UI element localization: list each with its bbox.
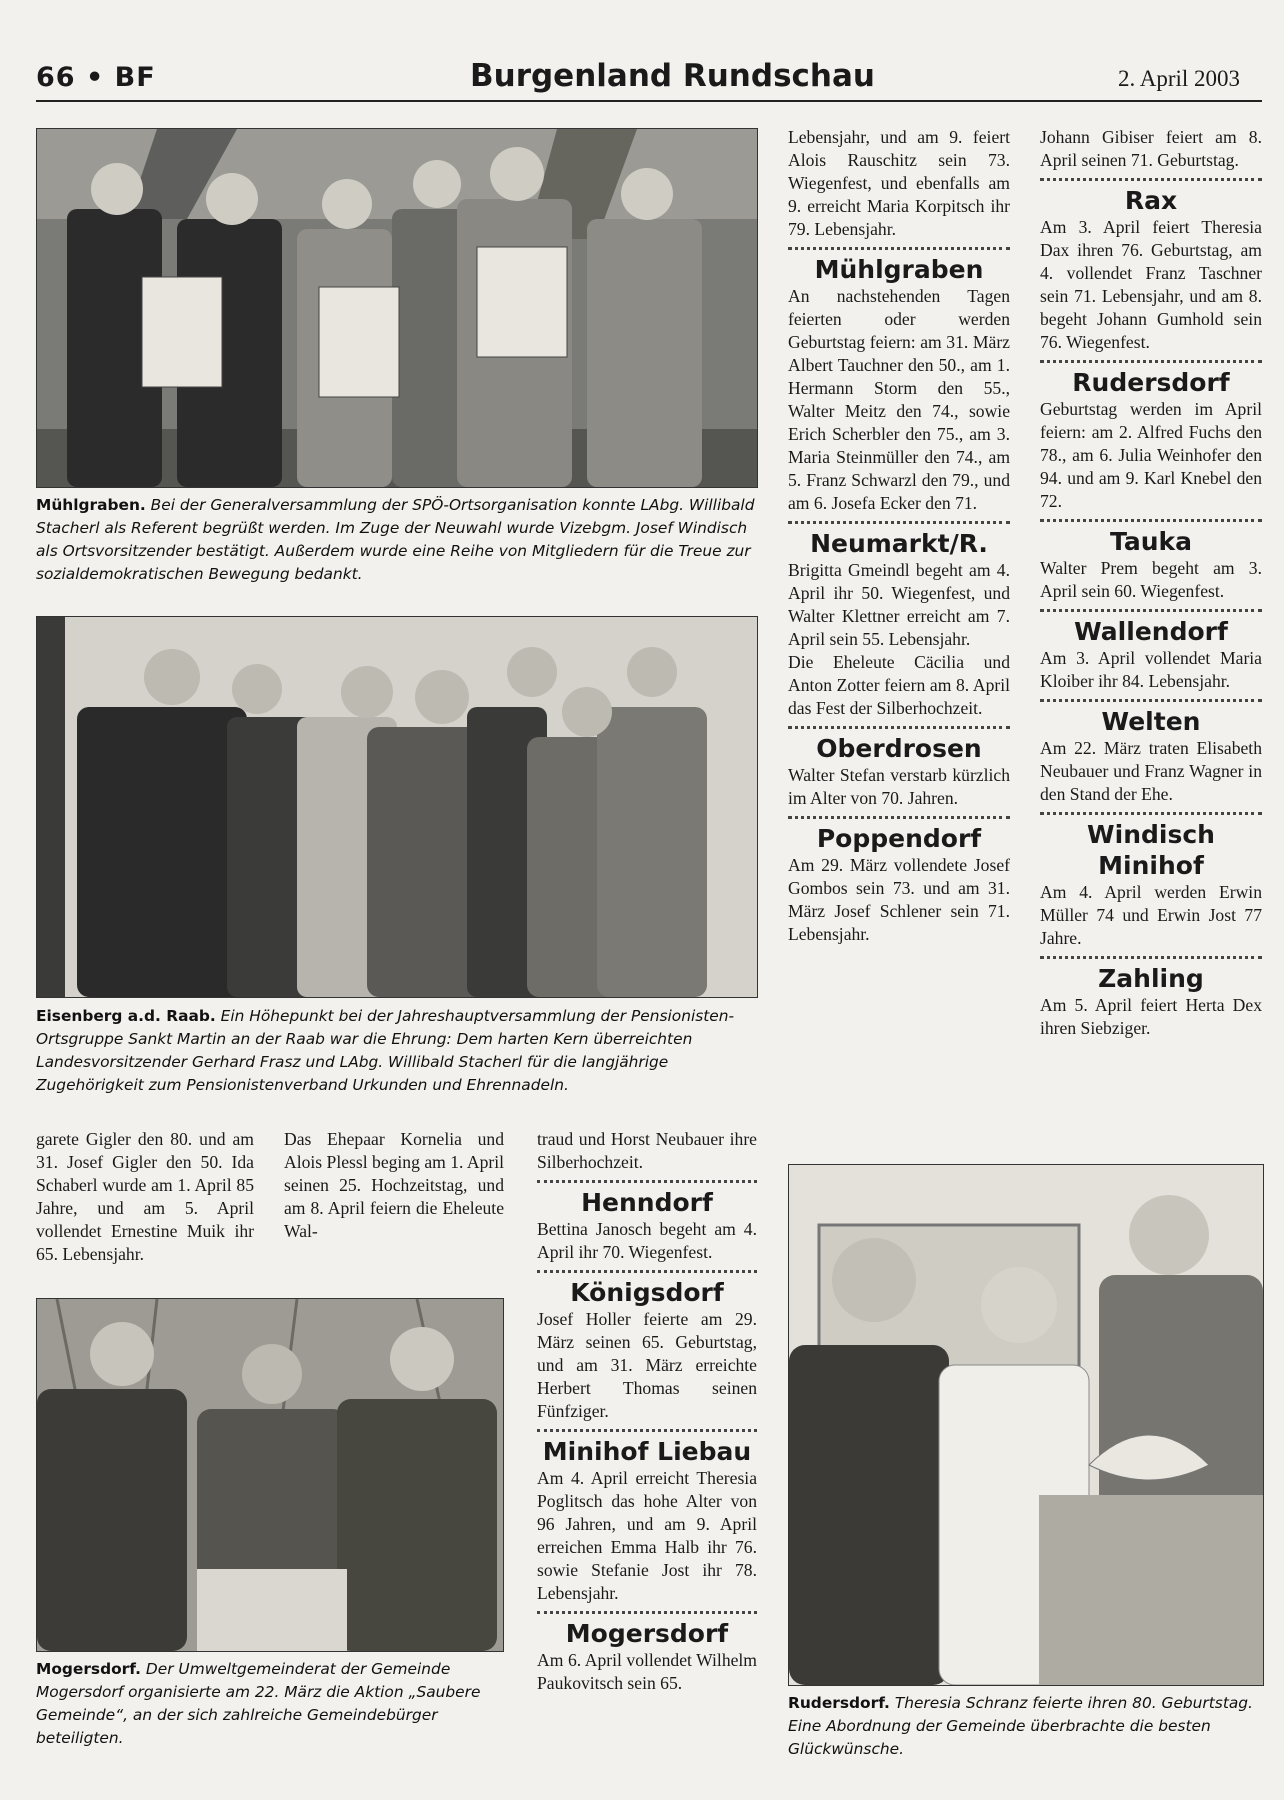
header-rule [36, 100, 1262, 102]
dotted-separator [1040, 519, 1262, 522]
text-column-4: Lebensjahr, und am 9. feiert Alois Rauschitz sein 73. Wiegenfest, und ebenfalls am 9. erreicht Maria Korpitsch ihr 79. Lebensjahr. Mühlgraben An nachstehenden Tagen feierten oder werden Geburtstag feiern: am 31. März Albert Tauchner den 50., am 1. Hermann Storm den 55., Walter Meitz den 74., sowie Erich Scherbler den 75., am 3. Maria Steinmüller den 74., am 5. Franz Schwarzl den 79., und am 6. Josefa Ecker den 71. Neumarkt/R. Brigitta Gmeindl begeht am 4. April ihr 50. Wiegenfest, und Walter Klettner erreicht am 7. April sein 55. Lebensjahr. Die Eheleute Cäcilia und Anton Zotter feiern am 8. April das Fest der Silberhochzeit. Oberdrosen Walter Stefan verstarb kürzlich im Alter von 70. Jahren. Poppendorf Am 29. März vollendete Josef Gombos sein 73. und am 31. März Josef Schlener sein 71. Lebensjahr. [788, 127, 1010, 944]
heading-neumarkt: Neumarkt/R. [810, 529, 988, 558]
text-column-3: traud und Horst Neubauer ihre Silberhochzeit. Henndorf Bettina Janosch begeht am 4. April ihr 70. Wiegenfest. Königsdorf Josef Holler feierte am 29. März seinen 65. Geburtstag, und am 31. März erreichte Herbert Thomas seinen Fünfziger. Minihof Liebau Am 4. April erreicht Theresia Poglitsch das hohe Alter von 96 Jahren, und am 9. April erreichen Emma Halb ihr 76. sowie Stefanie Jost ihr 78. Lebensjahr. Mogersdorf Am 6. April vollendet Wilhelm Paukovitsch sein 65. [537, 1129, 757, 1693]
heading-welten: Welten [1101, 707, 1201, 736]
heading-minihof-liebau: Minihof Liebau [542, 1437, 752, 1466]
page-number: 66 • BF [36, 62, 156, 93]
photo-eisenberg [36, 616, 758, 998]
heading-wallendorf: Wallendorf [1074, 617, 1228, 646]
heading-poppendorf: Poppendorf [816, 824, 982, 853]
issue-date: 2. April 2003 [1118, 66, 1241, 91]
dotted-separator [1040, 609, 1262, 612]
photo-mogersdorf [36, 1298, 504, 1652]
heading-koenigsdorf: Königsdorf [570, 1278, 724, 1307]
dotted-separator [537, 1429, 757, 1432]
heading-henndorf: Henndorf [581, 1188, 713, 1217]
dotted-separator [1040, 699, 1262, 702]
dotted-separator [1040, 956, 1262, 959]
caption-rudersdorf: Rudersdorf. Theresia Schranz feierte ihren 80. Geburtstag. Eine Abordnung der Gemeinde überbrachte die besten Glückwünsche. [788, 1694, 1253, 1758]
dotted-separator [788, 521, 1010, 524]
heading-tauka: Tauka [1110, 527, 1192, 556]
text-column-5: Johann Gibiser feiert am 8. April seinen 71. Geburtstag. Rax Am 3. April feiert Theresia Dax ihren 76. Geburtstag, am 4. vollendet Franz Taschner sein 71. Lebensjahr, und am 8. begeht Johann Gumhold sein 76. Wiegenfest. Rudersdorf Geburtstag werden im April feiern: am 2. Alfred Fuchs den 78., am 6. Julia Weinhofer den 94. und am 9. Karl Knebel den 72. Tauka Walter Prem begeht am 3. April sein 60. Wiegenfest. Wallendorf Am 3. April vollendet Maria Kloiber ihr 84. Lebensjahr. Welten Am 22. März traten Elisabeth Neubauer und Franz Wagner in den Stand der Ehe. Windisch Minihof Am 4. April werden Erwin Müller 74 und Erwin Jost 77 Jahre. Zahling Am 5. April feiert Herta Dex ihren Siebziger. [1040, 127, 1262, 1038]
dotted-separator [788, 247, 1010, 250]
dotted-separator [1040, 360, 1262, 363]
heading-rax: Rax [1124, 186, 1178, 215]
photo-muehlgraben [36, 128, 758, 488]
dotted-separator [788, 726, 1010, 729]
caption-mogersdorf: Mogersdorf. Der Umweltgemeinderat der Gemeinde Mogersdorf organisierte am 22. März die Aktion „Saubere Gemeinde“, an der sich zahlreiche Gemeindebürger beteiligten. [36, 1660, 481, 1747]
dotted-separator [537, 1611, 757, 1614]
heading-zahling: Zahling [1098, 964, 1204, 993]
dotted-separator [1040, 812, 1262, 815]
heading-windisch-minihof: Windisch Minihof [1087, 820, 1215, 880]
photo-rudersdorf [788, 1164, 1264, 1686]
heading-muehlgraben: Mühlgraben [814, 255, 984, 284]
heading-rudersdorf: Rudersdorf [1072, 368, 1230, 397]
heading-oberdrosen: Oberdrosen [816, 734, 982, 763]
caption-muehlgraben: Mühlgraben. Bei der Generalversammlung der SPÖ-Ortsorganisation konnte LAbg. Willibald Stacherl als Referent begrüßt werden. Im Zuge der Neuwahl wurde Vizebgm. Josef Windisch als Ortsvorsitzender bestätigt. Außerdem wurde eine Reihe von Mitgliedern für die Treue zur sozialdemokratischen Bewegung bedankt. [36, 496, 755, 583]
dotted-separator [537, 1180, 757, 1183]
dotted-separator [537, 1270, 757, 1273]
dotted-separator [788, 816, 1010, 819]
caption-eisenberg: Eisenberg a.d. Raab. Ein Höhepunkt bei der Jahreshauptversammlung der Pensionisten-Ortsgruppe Sankt Martin an der Raab war die Ehrung: Dem harten Kern überreichten Landesvorsitzender Gerhard Frasz und LAbg. Willibald Stacherl für die langjährige Zugehörigkeit zum Pensionistenverband Urkunden und Ehrennadeln. [36, 1007, 735, 1094]
heading-mogersdorf: Mogersdorf [565, 1619, 729, 1648]
dotted-separator [1040, 178, 1262, 181]
text-column-lower-left: garete Gigler den 80. und am 31. Josef Gigler den 50. Ida Schaberl wurde am 1. April 85 Jahre, und am 5. April vollendet Ernestine Muik ihr 65. Lebensjahr. [36, 1129, 254, 1264]
newspaper-title: Burgenland Rundschau [470, 58, 875, 94]
text-column-lower-mid: Das Ehepaar Kornelia und Alois Plessl beging am 1. April seinen 25. Hochzeitstag, und am 8. April feiern die Eheleute Wal- [284, 1129, 504, 1241]
